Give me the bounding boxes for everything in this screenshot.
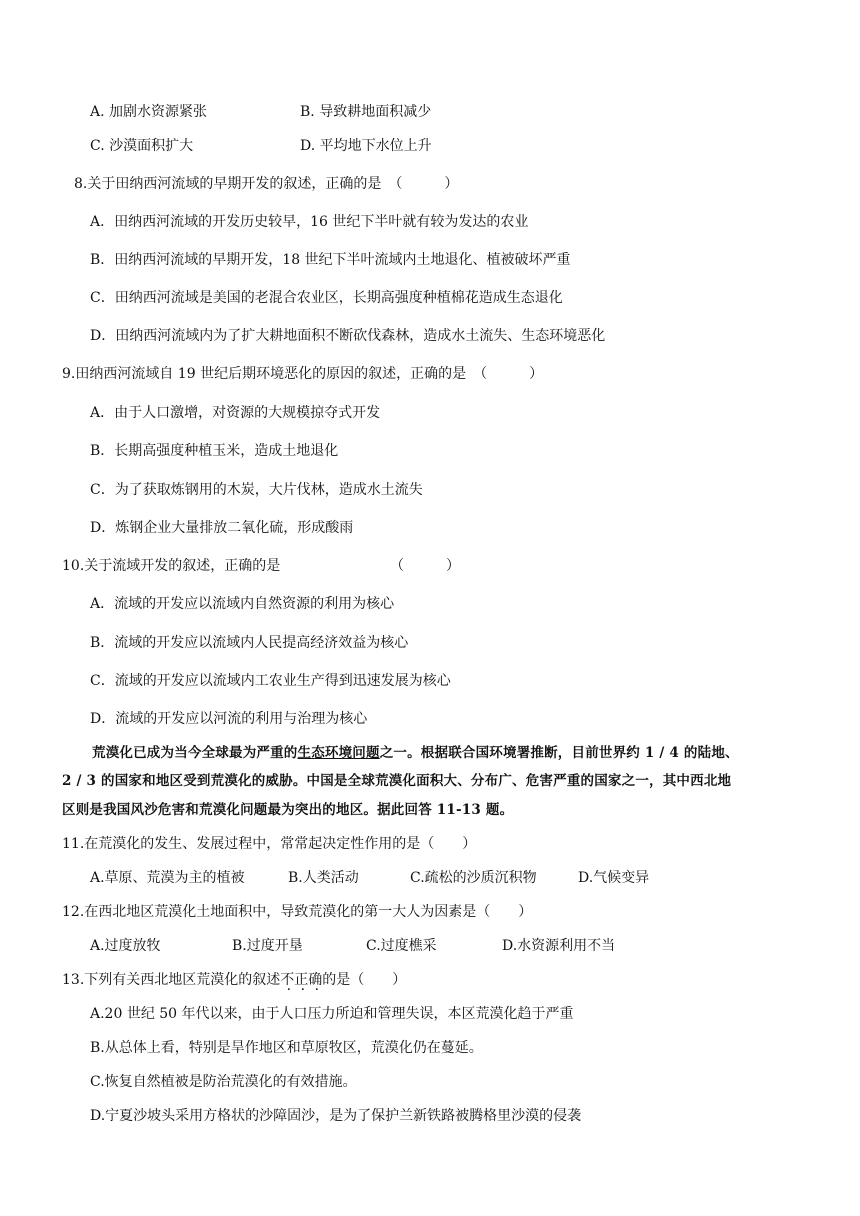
q10-option-d: D．流域的开发应以河流的利用与治理为核心 [90, 711, 368, 727]
q12-option-c: C.过度樵采 [366, 938, 437, 954]
q12-option-b: B.过度开垦 [232, 938, 303, 954]
q12-stem: 12.在西北地区荒漠化土地面积中，导致荒漠化的第一大人为因素是（ ） [62, 904, 533, 920]
q10-answer-paren: （ ） [390, 558, 460, 574]
q13-option-b: B.从总体上看，特别是旱作地区和草原牧区，荒漠化仍在蔓延。 [90, 1040, 483, 1056]
q8-stem: 8.关于田纳西河流域的早期开发的叙述，正确的是 （ ） [74, 176, 459, 192]
q7-option-a: A. 加剧水资源紧张 [90, 104, 208, 120]
q7-option-d: D. 平均地下水位上升 [300, 138, 432, 154]
q13-option-a: A.20 世纪 50 年代以来，由于人口压力所迫和管理失误，本区荒漠化趋于严重 [90, 1006, 574, 1022]
q12-option-a: A.过度放牧 [90, 938, 161, 954]
emphasis-dot-char: 正 [294, 972, 309, 988]
q7-option-b: B. 导致耕地面积减少 [300, 104, 432, 120]
q13-option-c: C.恢复自然植被是防治荒漠化的有效措施。 [90, 1074, 357, 1090]
passage-text: 之一。根据联合国环境署推断，目前世界约 1 / 4 的陆地、 [379, 745, 739, 761]
q12-option-d: D.水资源利用不当 [502, 938, 616, 954]
passage-text: 荒漠化已成为当今全球最为严重的 [92, 745, 298, 761]
q13-stem [62, 970, 406, 990]
q8-option-b: B．田纳西河流域的早期开发，18 世纪下半叶流域内土地退化、植被破坏严重 [90, 252, 571, 268]
q8-option-c: C．田纳西河流域是美国的老混合农业区，长期高强度种植棉花造成生态退化 [90, 290, 563, 306]
q9-option-d: D．炼钢企业大量排放二氧化硫，形成酸雨 [90, 520, 354, 536]
q10-stem: 10.关于流域开发的叙述，正确的是 [62, 558, 281, 574]
q8-option-a: A．田纳西河流域的开发历史较早，16 世纪下半叶就有较为发达的农业 [90, 214, 529, 230]
emphasis-dot-char: 确 [308, 972, 323, 988]
emphasis-dot-char: 不 [280, 972, 295, 988]
q13-stem-text: 的是（ ） [322, 972, 407, 988]
q11-option-c: C.疏松的沙质沉积物 [410, 870, 537, 886]
q13-stem-text: 13.下列有关西北地区荒漠化的叙述 [62, 972, 281, 988]
q10-option-a: A．流域的开发应以流域内自然资源的利用为核心 [90, 596, 395, 612]
q11-stem: 11.在荒漠化的发生、发展过程中，常常起决定性作用的是（ ） [62, 836, 477, 852]
q11-option-d: D.气候变异 [578, 870, 650, 886]
q13-option-d: D.宁夏沙坡头采用方格状的沙障固沙，是为了保护兰新铁路被腾格里沙漠的侵袭 [90, 1108, 582, 1124]
passage-line-1 [92, 743, 739, 763]
q7-option-c: C. 沙漠面积扩大 [90, 138, 194, 154]
passage-line-2: 2 / 3 的国家和地区受到荒漠化的威胁。中国是全球荒漠化面积大、分布广、危害严重的国家之一，其中西北地 [62, 773, 732, 789]
passage-line-3: 区则是我国风沙危害和荒漠化问题最为突出的地区。据此回答 11-13 题。 [62, 802, 514, 818]
q8-option-d: D．田纳西河流域内为了扩大耕地面积不断砍伐森林，造成水土流失、生态环境恶化 [90, 328, 606, 344]
passage-underlined-term: 生态环境问题 [297, 745, 380, 761]
q9-option-b: B．长期高强度种植玉米，造成土地退化 [90, 443, 339, 459]
q10-option-c: C．流域的开发应以流域内工农业生产得到迅速发展为核心 [90, 673, 451, 689]
q9-option-c: C．为了获取炼钢用的木炭，大片伐林，造成水土流失 [90, 482, 423, 498]
q9-stem: 9.田纳西河流域自 19 世纪后期环境恶化的原因的叙述，正确的是 （ ） [62, 366, 544, 382]
q9-option-a: A．由于人口激增，对资源的大规模掠夺式开发 [90, 405, 381, 421]
q11-option-a: A.草原、荒漠为主的植被 [90, 870, 245, 886]
q11-option-b: B.人类活动 [288, 870, 359, 886]
q10-option-b: B．流域的开发应以流域内人民提高经济效益为核心 [90, 635, 409, 651]
